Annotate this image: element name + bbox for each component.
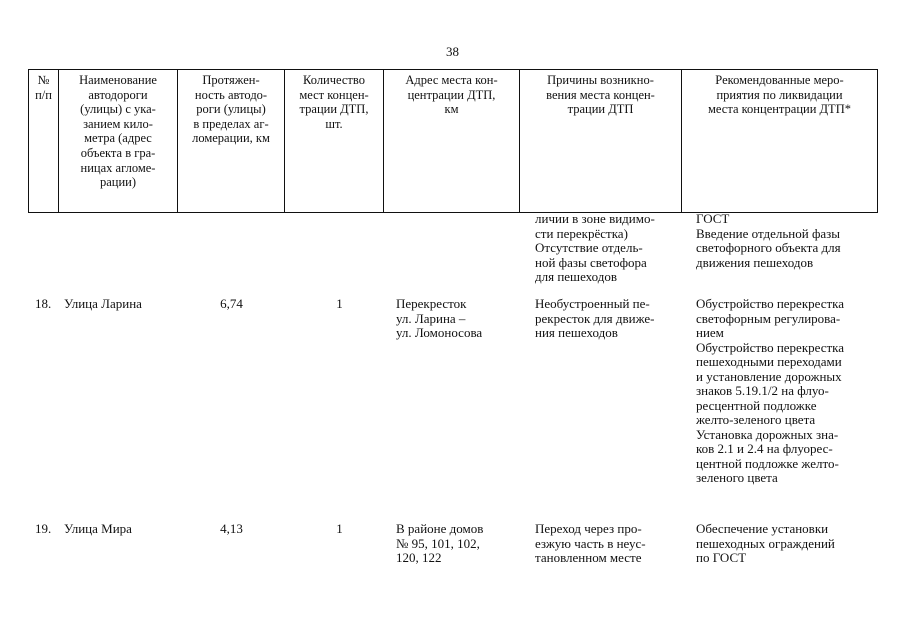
recommended-measures: Обустройство перекрестка светофорным регулирова- нием Обустройство перекрестка пешеходными переходами и установление дорожных знаков 5.19.1/2 на флуо- ресцентной подложке желто-зеленого цвета Установка дорожных зна- ков 2.1 и 2.4 на флуорес- центной подложке желто- зеленого цвета (696, 296, 845, 485)
header-num: № п/п (29, 70, 59, 213)
page-number: 38 (446, 44, 459, 59)
road-name: Улица Ларина (64, 296, 142, 311)
accident-count: 1 (336, 296, 343, 311)
road-length: 6,74 (220, 296, 243, 311)
road-name: Улица Мира (64, 521, 132, 536)
recommended-measures: Обеспечение установки пешеходных ограждений по ГОСТ (696, 521, 835, 565)
road-length: 4,13 (220, 521, 243, 536)
header-causes: Причины возникно- вения места концен- трации ДТП (520, 70, 682, 213)
header-road: Наименование автодороги (улицы) с ука- занием кило- метра (адрес объекта в гра- ницах агломе- рации) (59, 70, 178, 213)
table-header (28, 69, 878, 213)
header-address: Адрес места кон- центрации ДТП, км (384, 70, 520, 213)
continuation-measures: ГОСТ Введение отдельной фазы светофорного объекта для движения пешеходов (696, 211, 841, 270)
row-number: 18. (35, 296, 52, 311)
row-number: 19. (35, 521, 52, 536)
accident-causes: Необустроенный пе- рекресток для движе- ния пешеходов (535, 296, 655, 340)
accident-address: Перекресток ул. Ларина – ул. Ломоносова (396, 296, 483, 340)
header-measures: Рекомендованные меро- приятия по ликвидации места концентрации ДТП* (682, 70, 878, 213)
header-count: Количество мест концен- трации ДТП, шт. (285, 70, 384, 213)
continuation-causes: личии в зоне видимо- сти перекрёстка) Отсутствие отдель- ной фазы светофора для пешеходов (535, 211, 655, 284)
accident-causes: Переход через про- езжую часть в неус- тановленном месте (535, 521, 646, 565)
accident-address: В районе домов № 95, 101, 102, 120, 122 (396, 521, 484, 565)
header-length: Протяжен- ность автодо- роги (улицы) в пределах аг- ломерации, км (178, 70, 285, 213)
accident-count: 1 (336, 521, 343, 536)
